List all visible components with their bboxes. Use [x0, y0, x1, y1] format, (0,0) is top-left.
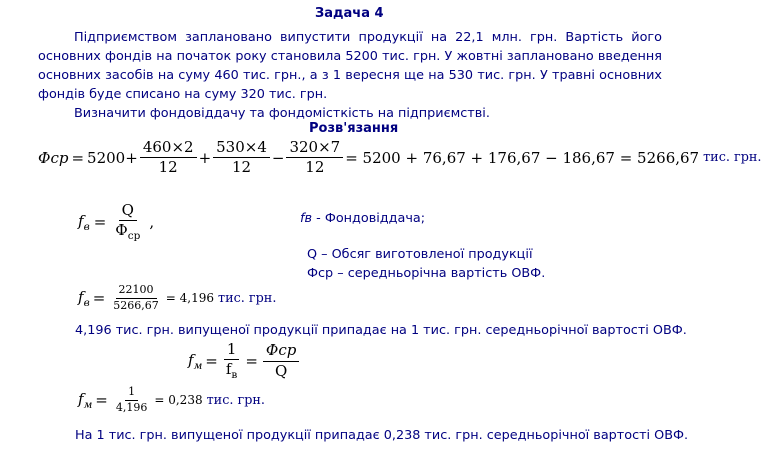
- eq1-rhs: = 5200 + 76,67 + 176,67 − 186,67 = 5266,67: [345, 148, 700, 167]
- eq5-unit: тис. грн.: [206, 392, 265, 408]
- eq1-fraction-2: [213, 139, 270, 177]
- eq3-result: = 4,196: [165, 291, 214, 306]
- eq1-minus: −: [271, 148, 285, 167]
- eq3-lhs-sub: в: [83, 296, 90, 309]
- problem-paragraph: Підприємством заплановано випустити продукції на 22,1 млн. грн. Вартість його основних фондів на початок року становила 5200 тис. грн. У жовтні заплановано введення основних засобів на суму 460 тис. грн., а з 1 вересня ще на 530 тис. грн. У травні основних фондів буде списано на суму 320 тис. грн.: [38, 30, 662, 102]
- eq1-fraction-3-den: 12: [305, 158, 325, 177]
- eq3-lhs-var: f: [78, 287, 84, 306]
- definition-fv: [300, 211, 425, 226]
- eq3-fraction: [110, 284, 162, 312]
- eq2-den-var: Ф: [115, 221, 128, 240]
- solution-heading: Розв'язання: [309, 121, 399, 136]
- eq4-fraction-2-den: Q: [275, 361, 288, 380]
- eq1-plus-1: +: [125, 148, 138, 167]
- definition-fv-text: - Фондовіддача;: [312, 211, 426, 226]
- eq3-num: 22100: [116, 284, 157, 299]
- eq1-fraction-1-num: 460×2: [140, 139, 197, 158]
- eq4-fraction-1: [223, 341, 240, 381]
- eq4-lhs-var: f: [188, 350, 194, 369]
- eq1-lhs: Фср: [38, 148, 69, 167]
- eq1-plus-2: +: [198, 148, 212, 167]
- eq5-lhs-var: f: [78, 389, 84, 408]
- eq4-equals-1: =: [205, 352, 218, 371]
- eq2-comma: ,: [149, 213, 155, 232]
- eq5-den: 4,196: [115, 400, 148, 414]
- eq5-lhs: [78, 390, 92, 411]
- eq5-result: = 0,238: [154, 393, 203, 408]
- eq3-equals: =: [92, 289, 106, 308]
- definition-fv-symbol: fв: [300, 211, 313, 226]
- eq1-fraction-1: [140, 139, 197, 177]
- eq1-fraction-2-den: 12: [231, 158, 252, 177]
- eq5-fraction: [113, 386, 151, 414]
- eq1-fraction-3-num: 320×7: [286, 139, 343, 158]
- definition-fsr: Фср – середньорічна вартість ОВФ.: [307, 266, 546, 281]
- eq3-unit: тис. грн.: [218, 290, 277, 306]
- eq2-lhs-var: f: [78, 211, 84, 230]
- equation-fondomistkist: [188, 341, 301, 381]
- eq5-lhs-sub: м: [83, 398, 93, 411]
- eq2-lhs: [78, 212, 90, 233]
- eq4-fraction-1-den-sub: в: [231, 369, 238, 382]
- eq1-unit: тис. грн.: [703, 150, 762, 166]
- eq1-fraction-2-num: 530×4: [213, 139, 270, 158]
- eq4-fraction-1-den: [223, 360, 240, 381]
- equation-fv-value: [78, 284, 276, 312]
- problem-task: Визначити фондовіддачу та фондомісткість на підприємстві.: [74, 106, 490, 121]
- eq3-lhs: [78, 288, 90, 309]
- equation-fondovidacha: [78, 202, 154, 242]
- eq5-equals: =: [95, 391, 108, 410]
- eq4-fraction-2-num: Фср: [263, 342, 299, 361]
- problem-text: [38, 28, 662, 123]
- eq1-fraction-3: [286, 139, 343, 177]
- eq5-num: 1: [125, 386, 138, 401]
- eq1-fraction-1-den: 12: [158, 158, 178, 177]
- eq2-equals: =: [93, 213, 107, 232]
- eq4-lhs: [188, 351, 202, 372]
- eq4-lhs-sub: м: [193, 359, 203, 372]
- eq2-den-sub: ср: [127, 230, 141, 243]
- eq1-base: 5200: [87, 148, 126, 167]
- eq4-fraction-2: [263, 342, 299, 380]
- task-title: Задача 4: [315, 6, 384, 21]
- equation-fm-value: [78, 386, 265, 414]
- eq2-lhs-sub: в: [83, 220, 90, 233]
- eq4-fraction-1-den-var: f: [225, 360, 232, 379]
- conclusion-fv: 4,196 тис. грн. випущеної продукції припадає на 1 тис. грн. середньорічної вартості ОВФ.: [75, 323, 687, 338]
- eq4-equals-2: =: [245, 352, 258, 371]
- eq3-den: 5266,67: [113, 298, 159, 312]
- eq2-den: [112, 221, 143, 242]
- eq2-fraction: [112, 202, 143, 242]
- eq1-equals: =: [71, 148, 85, 167]
- equation-average-cost: [38, 139, 762, 177]
- conclusion-fm: На 1 тис. грн. випущеної продукції припадає 0,238 тис. грн. середньорічної вартості ОВФ.: [75, 428, 689, 443]
- definition-q: Q – Обсяг виготовленої продукції: [307, 247, 533, 262]
- eq2-num: Q: [119, 202, 137, 221]
- eq4-fraction-1-num: 1: [224, 341, 240, 360]
